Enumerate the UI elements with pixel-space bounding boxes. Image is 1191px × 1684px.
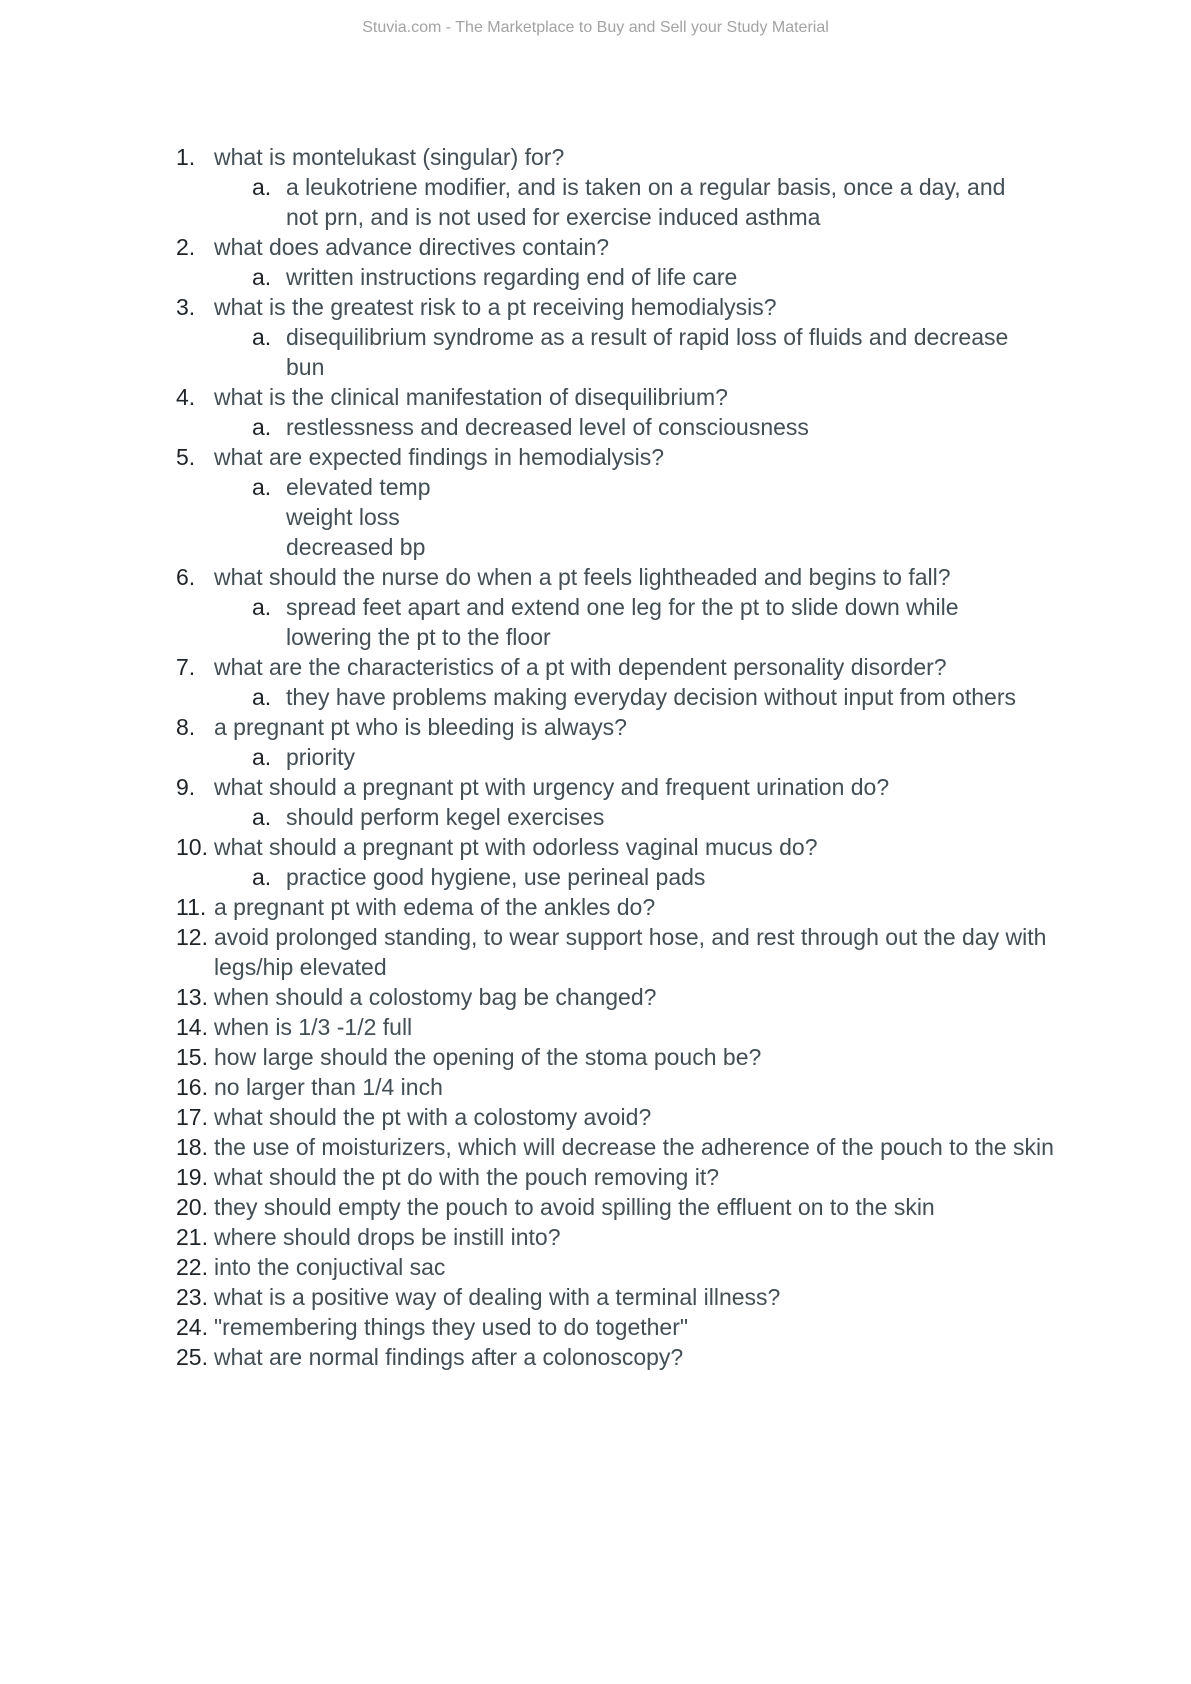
sub-item — [214, 262, 1056, 292]
item-text: what are the characteristics of a pt with dependent personality disorder? — [214, 654, 947, 680]
sub-item-text: practice good hygiene, use perineal pads — [286, 864, 706, 890]
item-text: "remembering things they used to do together" — [214, 1314, 689, 1340]
item-number: 24. — [176, 1314, 208, 1340]
sub-item — [214, 172, 1056, 232]
list-item — [176, 292, 1056, 382]
list-item — [176, 1102, 1056, 1132]
item-text: what is the greatest risk to a pt receiving hemodialysis? — [214, 294, 777, 320]
item-text: what is montelukast (singular) for? — [214, 144, 565, 170]
numbered-list — [176, 142, 1056, 1372]
item-number: 14. — [176, 1014, 208, 1040]
sub-list — [214, 592, 1056, 652]
list-item — [176, 982, 1056, 1012]
item-number: 11. — [176, 894, 207, 920]
item-number: 20. — [176, 1194, 208, 1220]
item-number: 7. — [176, 654, 196, 680]
sub-item-text: weight loss — [286, 504, 400, 530]
sub-item — [214, 592, 1056, 652]
sub-list — [214, 862, 1056, 892]
sub-item-letter: a. — [252, 684, 272, 710]
item-text: when should a colostomy bag be changed? — [214, 984, 657, 1010]
list-item — [176, 772, 1056, 832]
item-text: what are normal findings after a colonoscopy? — [214, 1344, 684, 1370]
item-text: they should empty the pouch to avoid spilling the effluent on to the skin — [214, 1194, 935, 1220]
item-text: a pregnant pt who is bleeding is always? — [214, 714, 627, 740]
item-text: a pregnant pt with edema of the ankles do? — [214, 894, 656, 920]
sub-list — [214, 682, 1056, 712]
sub-item-letter: a. — [252, 864, 272, 890]
sub-item-text: written instructions regarding end of life care — [286, 264, 738, 290]
sub-item — [214, 472, 1056, 562]
item-text: the use of moisturizers, which will decrease the adherence of the pouch to the skin — [214, 1134, 1054, 1160]
item-number: 13. — [176, 984, 208, 1010]
item-number: 6. — [176, 564, 196, 590]
list-item — [176, 142, 1056, 232]
sub-item — [214, 322, 1056, 382]
item-number: 2. — [176, 234, 196, 260]
item-number: 23. — [176, 1284, 208, 1310]
sub-list — [214, 412, 1056, 442]
list-item — [176, 442, 1056, 562]
list-item — [176, 1222, 1056, 1252]
list-item — [176, 1012, 1056, 1042]
item-number: 21. — [176, 1224, 208, 1250]
item-number: 4. — [176, 384, 196, 410]
sub-item-letter: a. — [252, 744, 272, 770]
sub-list — [214, 172, 1056, 232]
item-text: what does advance directives contain? — [214, 234, 610, 260]
item-text: what should the nurse do when a pt feels lightheaded and begins to fall? — [214, 564, 951, 590]
list-item — [176, 832, 1056, 892]
list-item — [176, 232, 1056, 292]
item-number: 16. — [176, 1074, 208, 1100]
sub-item — [214, 802, 1056, 832]
list-item — [176, 652, 1056, 712]
sub-list — [214, 322, 1056, 382]
item-number: 17. — [176, 1104, 208, 1130]
item-text: how large should the opening of the stoma pouch be? — [214, 1044, 762, 1070]
item-number: 22. — [176, 1254, 208, 1280]
list-item — [176, 562, 1056, 652]
sub-item-letter: a. — [252, 324, 272, 350]
sub-item-text: priority — [286, 744, 356, 770]
list-item — [176, 1252, 1056, 1282]
item-text: avoid prolonged standing, to wear support hose, and rest through out the day with legs/hip elevated — [214, 924, 1047, 980]
sub-item-letter: a. — [252, 174, 272, 200]
sub-item-text: bun — [286, 354, 325, 380]
list-item — [176, 1342, 1056, 1372]
item-number: 9. — [176, 774, 196, 800]
sub-item-text: disequilibrium syndrome as a result of rapid loss of fluids and decrease — [286, 324, 1009, 350]
item-number: 1. — [176, 144, 196, 170]
list-item — [176, 1282, 1056, 1312]
sub-item-letter: a. — [252, 264, 272, 290]
sub-item-letter: a. — [252, 804, 272, 830]
list-item — [176, 1312, 1056, 1342]
item-number: 19. — [176, 1164, 208, 1190]
sub-item-text: elevated temp — [286, 474, 431, 500]
sub-list — [214, 472, 1056, 562]
sub-item-text: spread feet apart and extend one leg for the pt to slide down while — [286, 594, 959, 620]
item-number: 3. — [176, 294, 196, 320]
sub-item-letter: a. — [252, 594, 272, 620]
sub-list — [214, 802, 1056, 832]
sub-item-text: should perform kegel exercises — [286, 804, 605, 830]
watermark-header: Stuvia.com - The Marketplace to Buy and Sell your Study Material — [362, 19, 829, 36]
item-number: 5. — [176, 444, 196, 470]
item-text: into the conjuctival sac — [214, 1254, 446, 1280]
item-text: what should a pregnant pt with odorless vaginal mucus do? — [214, 834, 818, 860]
sub-item-text: they have problems making everyday decision without input from others — [286, 684, 1016, 710]
item-number: 18. — [176, 1134, 208, 1160]
sub-item-letter: a. — [252, 414, 272, 440]
list-item — [176, 712, 1056, 772]
sub-item-text: a leukotriene modifier, and is taken on a regular basis, once a day, and — [286, 174, 1006, 200]
sub-list — [214, 262, 1056, 292]
sub-list — [214, 742, 1056, 772]
item-number: 25. — [176, 1344, 208, 1370]
item-text: what should the pt with a colostomy avoid? — [214, 1104, 652, 1130]
item-text: what is a positive way of dealing with a terminal illness? — [214, 1284, 781, 1310]
list-item — [176, 1192, 1056, 1222]
item-text: what is the clinical manifestation of disequilibrium? — [214, 384, 728, 410]
list-item — [176, 922, 1056, 982]
list-item — [176, 382, 1056, 442]
sub-item-letter: a. — [252, 474, 272, 500]
item-text: what should the pt do with the pouch removing it? — [214, 1164, 720, 1190]
item-text: what are expected findings in hemodialysis? — [214, 444, 665, 470]
sub-item-text: lowering the pt to the floor — [286, 624, 551, 650]
item-text: where should drops be instill into? — [214, 1224, 561, 1250]
item-number: 15. — [176, 1044, 208, 1070]
item-number: 10. — [176, 834, 208, 860]
item-number: 12. — [176, 924, 208, 950]
list-item — [176, 1162, 1056, 1192]
item-text: when is 1/3 -1/2 full — [214, 1014, 413, 1040]
sub-item-text: not prn, and is not used for exercise induced asthma — [286, 204, 821, 230]
sub-item-text: decreased bp — [286, 534, 426, 560]
sub-item — [214, 742, 1056, 772]
list-item — [176, 1042, 1056, 1072]
list-item — [176, 1072, 1056, 1102]
list-item — [176, 1132, 1056, 1162]
item-text: no larger than 1/4 inch — [214, 1074, 443, 1100]
item-number: 8. — [176, 714, 196, 740]
item-text: what should a pregnant pt with urgency and frequent urination do? — [214, 774, 890, 800]
sub-item-text: restlessness and decreased level of consciousness — [286, 414, 809, 440]
list-item — [176, 892, 1056, 922]
sub-item — [214, 862, 1056, 892]
sub-item — [214, 682, 1056, 712]
sub-item — [214, 412, 1056, 442]
